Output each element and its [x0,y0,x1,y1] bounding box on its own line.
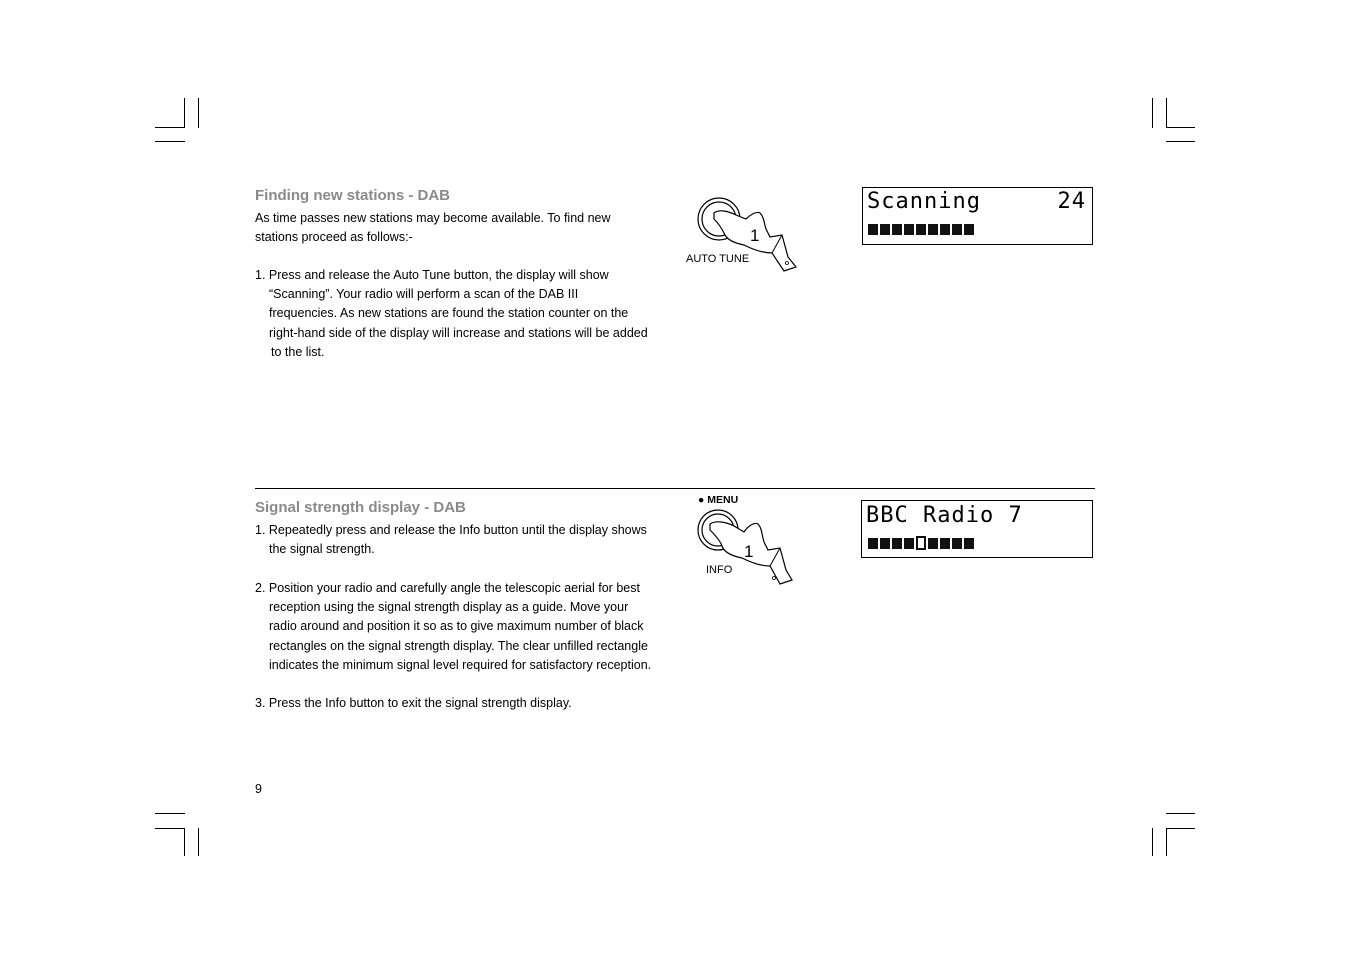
step-number-badge: 1 [750,226,760,245]
info-button-illustration [698,494,808,589]
scan-bar-segment [940,224,950,235]
info-label: INFO [706,564,733,576]
signal-bar-segment [892,538,902,549]
lcd-display-scanning [862,187,1093,245]
signal-bar-segment [952,538,962,549]
scan-bar-segment [952,224,962,235]
scan-bar-segment [892,224,902,235]
signal-bar-segment [868,538,878,549]
section2-step1: 1. Repeatedly press and release the Info button until the display shows the signal strength. [255,523,647,557]
scan-bar-segment [964,224,974,235]
signal-bar-segment [904,538,914,549]
section1-step1: 1. Press and release the Auto Tune button, the display will show “Scanning”. Your radio will perform a scan of the DAB III frequencies. As new stations are found the station counter on the right-hand side of the display will increase and stations will be added to the list. [255,268,648,359]
section-title-finding-stations: Finding new stations - DAB [255,187,450,204]
scan-bar-segment [904,224,914,235]
menu-label: ● MENU [698,494,739,506]
lcd-station-name: BBC Radio 7 [866,503,1023,528]
scan-bar-segment [868,224,878,235]
lcd-scanning-text: Scanning [867,189,981,214]
scan-bar-segment [880,224,890,235]
lcd-display-signal [861,500,1093,558]
scan-progress-bar [868,224,974,235]
signal-bar-segment [940,538,950,549]
section-title-signal-strength: Signal strength display - DAB [255,499,466,516]
section1-intro: As time passes new stations may become available. To find new stations proceed as follows:- [255,211,611,245]
auto-tune-label: AUTO TUNE [686,253,750,265]
section2-step2: 2. Position your radio and carefully angle the telescopic aerial for best reception using the signal strength display as a guide. Move your radio around and position it so as to give maximum number of black rectangles on the signal strength display. The clear unfilled rectangle indicates the minimum signal level required for satisfactory reception. [255,581,652,672]
scan-bar-segment [916,224,926,235]
page-number: 9 [255,782,262,796]
signal-minimum-marker [916,536,926,550]
signal-bar-segment [964,538,974,549]
section-divider [255,488,1095,489]
lcd-station-counter: 24 [1057,189,1086,214]
scan-bar-segment [928,224,938,235]
auto-tune-illustration [686,195,811,275]
section2-step3: 3. Press the Info button to exit the signal strength display. [255,696,572,710]
signal-bar-segment [880,538,890,549]
signal-bar-segment [928,538,938,549]
signal-strength-bar [868,538,974,550]
step-number-badge: 1 [744,542,754,561]
